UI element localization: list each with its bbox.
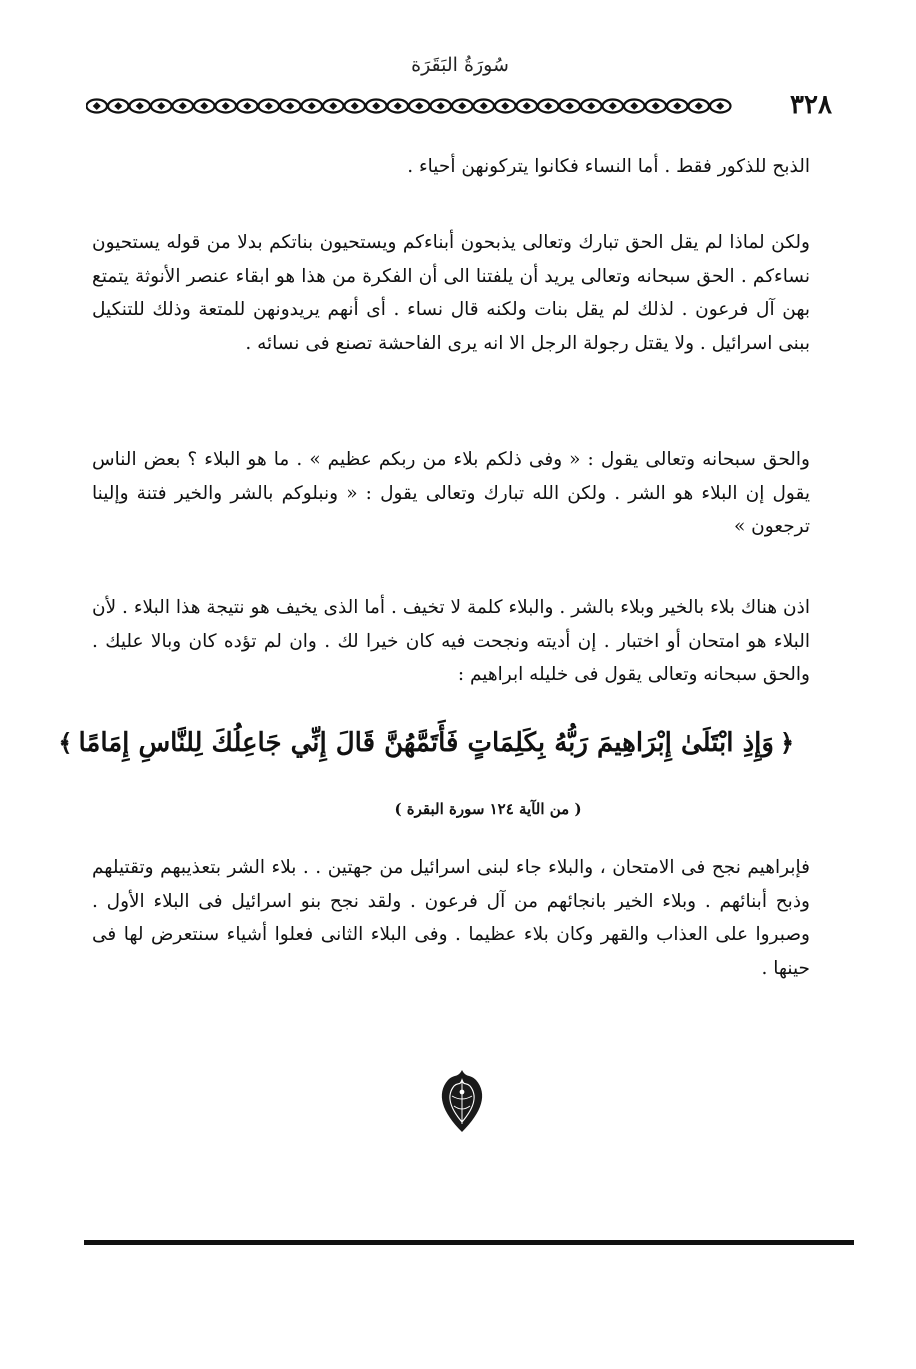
paragraph-4: اذن هناك بلاء بالخير وبلاء بالشر . والبلاء كلمة لا تخيف . أما الذى يخيف هو نتيجة هذا البلاء . لأن البلاء هو امتحان أو اختبار . إن أديته ونجحت فيه كان خيرا لك . وان لم تؤده كان وبالا عليك . والحق سبحانه وتعالى يقول فى خليله ابراهيم : <box>92 597 810 685</box>
paragraph-1: الذبح للذكور فقط . أما النساء فكانوا يتركونهن أحياء . <box>407 156 810 177</box>
paragraph-2: ولكن لماذا لم يقل الحق تبارك وتعالى يذبحون أبناءكم ويستحيون بناتكم بدلا من قوله يستحيون نساءكم . الحق سبحانه وتعالى يريد أن يلفتنا الى أن الفكرة من هذا هو ابقاء عنصر الأنوثة يتمتع بهن آل فرعون . لذلك لم يقل بنات ولكنه قال نساء . أى أنهم يريدونهن للمتعة وذلك للتنكيل ببنى اسرائيل . ولا يقتل رجولة الرجل الا انه يرى الفاحشة تصنع فى نسائه . <box>92 232 810 354</box>
page-number: ٣٢٨ <box>790 90 832 120</box>
page-header <box>86 88 854 124</box>
chain-border-ornament <box>86 96 736 116</box>
verse-text: وَإِذِ ابْتَلَىٰ إِبْرَاهِيمَ رَبُّهُ بِكَلِمَاتٍ فَأَتَمَّهُنَّ قَالَ إِنِّي جَاعِلُكَ لِلنَّاسِ إِمَامًا <box>78 728 774 758</box>
quran-verse <box>58 728 800 778</box>
verse-citation: ( من الآية ١٢٤ سورة البقرة ) <box>394 800 582 818</box>
verse-close-bracket: ﴾ <box>58 728 73 757</box>
bottom-rule <box>84 1240 854 1245</box>
paragraph-5: فإبراهيم نجح فى الامتحان ، والبلاء جاء لبنى اسرائيل من جهتين . . بلاء الشر بتعذيبهم وتقتيلهم وذبح أبنائهم . وبلاء الخير بانجائهم من آل فرعون . ولقد نجح بنو اسرائيل فى البلاء الأول . وصبروا على العذاب والقهر وكان بلاء عظيما . وفى البلاء الثانى فعلوا أشياء سنتعرض لها فى حينها . <box>92 857 810 979</box>
leaf-ornament-icon <box>436 1068 488 1134</box>
sura-title: سُورَةُ البَقَرَة <box>411 54 509 76</box>
paragraph-3: والحق سبحانه وتعالى يقول : « وفى ذلكم بلاء من ربكم عظيم » . ما هو البلاء ؟ بعض الناس يقول إن البلاء هو الشر . ولكن الله تبارك وتعالى يقول : « ونبلوكم بالشر والخير فتنة وإلينا ترجعون » <box>92 449 810 537</box>
verse-open-bracket: ﴿ <box>779 728 794 757</box>
